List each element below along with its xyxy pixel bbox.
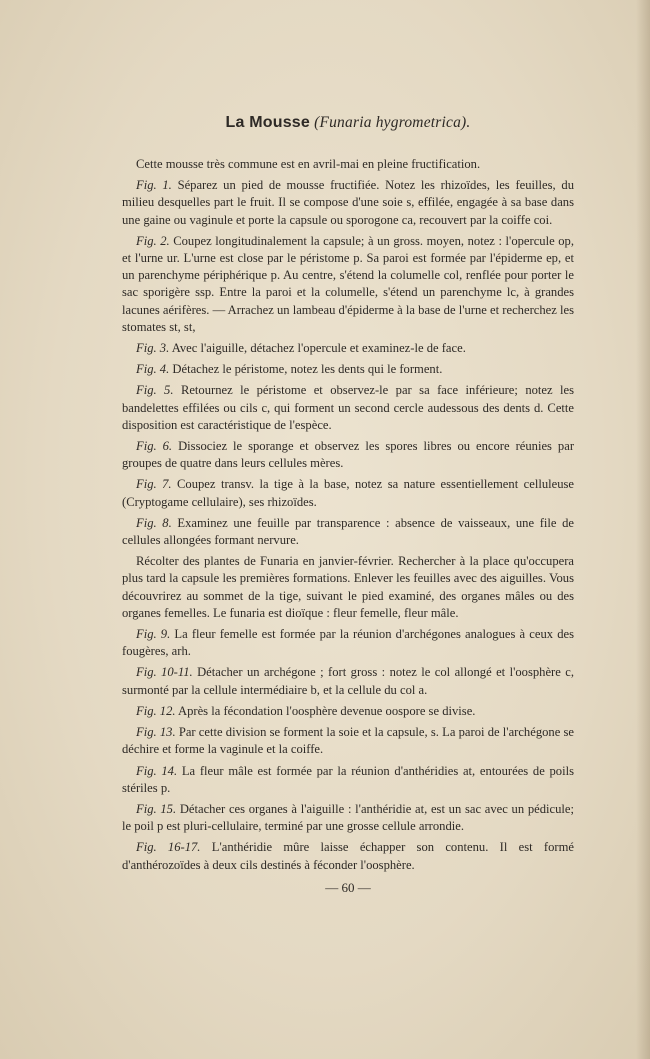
paragraph-text: Avec l'aiguille, détachez l'opercule et examinez-le de face. — [171, 341, 466, 356]
paragraph — [122, 515, 574, 549]
paragraph — [122, 476, 574, 510]
paragraph-text: Examinez une feuille par transparence : absence de vaisseaux, une file de cellules allongées formant nervure. — [122, 515, 574, 548]
paragraph-text: Coupez transv. la tige à la base, notez sa nature essentiellement celluleuse (Cryptogame cellulaire), ses rhizoïdes. — [122, 477, 575, 509]
figure-reference: Fig. 9. — [136, 627, 171, 642]
paragraph — [122, 839, 574, 873]
figure-reference: Fig. 2. — [136, 233, 170, 248]
book-page — [122, 114, 574, 896]
paragraph — [122, 801, 574, 835]
paragraph-text: Après la fécondation l'oosphère devenue oospore se divise. — [178, 703, 476, 718]
paragraph-text: Coupez longitudinalement la capsule; à un gross. moyen, notez : l'opercule op, et l'urne ur. L'urne est close par le péristome p. Sa paroi est formée par l'épiderme ep, et un parenchyme périphérique p. Au centre, s'étend la columelle col, renflée pour porter le sac sporigère ssp. Entre la paroi et la columelle, s'étend un parenchyme lc, à grandes lacunes aérifères. — Arrachez un lambeau d'épiderme à la base de l'urne et recherchez les stomates st, st, — [122, 233, 574, 334]
paragraph — [122, 664, 574, 698]
paragraph — [122, 340, 574, 357]
paragraph-text: Récolter des plantes de Funaria en janvier-février. Rechercher à la place qu'occupera plus tard la capsule les premières formations. Enlever les feuilles avec des aiguilles. Vous découvrirez au sommet de la tige, suivant le pied examiné, des organes mâles ou des organes femelles. Le funaria est dioïque : fleur femelle, fleur mâle. — [122, 554, 574, 620]
page-title — [122, 114, 574, 132]
figure-reference: Fig. 13. — [136, 725, 176, 740]
figure-reference: Fig. 4. — [136, 362, 170, 377]
figure-reference: Fig. 5. — [136, 383, 174, 398]
page-edge-shadow — [636, 0, 650, 1059]
figure-reference: Fig. 16-17. — [136, 840, 201, 855]
paragraph — [122, 724, 574, 758]
paragraph-text: Détacher un archégone ; fort gross : notez le col allongé et l'oosphère c, surmonté par la cellule intermédiaire b, et la cellule du col a. — [122, 665, 574, 697]
paragraph-text: Séparez un pied de mousse fructifiée. Notez les rhizoïdes, les feuilles, du milieu desquelles part le fruit. Il se compose d'une soie s, effilée, engagée à sa base dans une gaine ou vaginule et porte la capsule ou sporogone ca, recouvert par la coiffe coi. — [122, 178, 574, 227]
paragraph — [122, 763, 574, 797]
paragraph-text: Détacher ces organes à l'aiguille : l'anthéridie at, est un sac avec un pédicule; le poil p est pluri-cellulaire, terminé par une grosse cellule arrondie. — [122, 801, 574, 834]
paragraph — [122, 177, 574, 229]
paragraph — [122, 382, 574, 434]
paragraph — [122, 233, 574, 336]
paragraph — [122, 703, 574, 720]
paragraph — [122, 626, 574, 660]
figure-reference: Fig. 14. — [136, 763, 178, 778]
figure-reference: Fig. 12. — [136, 703, 176, 718]
figure-reference: Fig. 1. — [136, 178, 172, 193]
paragraph — [122, 361, 574, 378]
paragraph — [122, 156, 574, 173]
paragraph-text: Par cette division se forment la soie et la capsule, s. La paroi de l'archégone se déchire et forme la vaginule et la coiffe. — [122, 725, 575, 757]
body-text — [122, 156, 574, 874]
paragraph-text: L'anthéridie mûre laisse échapper son contenu. Il est formé d'anthérozoïdes à deux cils destinés à féconder l'oosphère. — [122, 840, 574, 872]
paragraph — [122, 438, 574, 472]
paragraph-text: La fleur mâle est formée par la réunion d'anthéridies at, entourées de poils stériles p. — [122, 763, 575, 795]
paragraph-text: Détachez le péristome, notez les dents qui le forment. — [172, 362, 443, 377]
figure-reference: Fig. 8. — [136, 515, 172, 530]
paragraph-text: La fleur femelle est formée par la réunion d'archégones analogues à ceux des fougères, arh. — [122, 627, 574, 659]
figure-reference: Fig. 6. — [136, 439, 173, 454]
title-main: La Mousse — [225, 114, 310, 131]
paragraph-text: Cette mousse très commune est en avril-mai en pleine fructification. — [136, 157, 481, 171]
paragraph — [122, 553, 574, 622]
paragraph-text: Dissociez le sporange et observez les spores libres ou encore réunies par groupes de quatre dans leurs cellules mères. — [122, 439, 575, 471]
figure-reference: Fig. 15. — [136, 801, 177, 816]
title-subtitle: (Funaria hygrometrica). — [314, 114, 471, 131]
figure-reference: Fig. 7. — [136, 477, 172, 492]
figure-reference: Fig. 10-11. — [136, 665, 193, 680]
figure-reference: Fig. 3. — [136, 341, 170, 356]
paragraph-text: Retournez le péristome et observez-le par sa face inférieure; notez les bandelettes effilées ou cils c, qui forment un second cercle audessous des dents d. Cette disposition est caractéristique de l'espèce. — [122, 383, 574, 432]
page-number: — 60 — — [325, 879, 371, 895]
